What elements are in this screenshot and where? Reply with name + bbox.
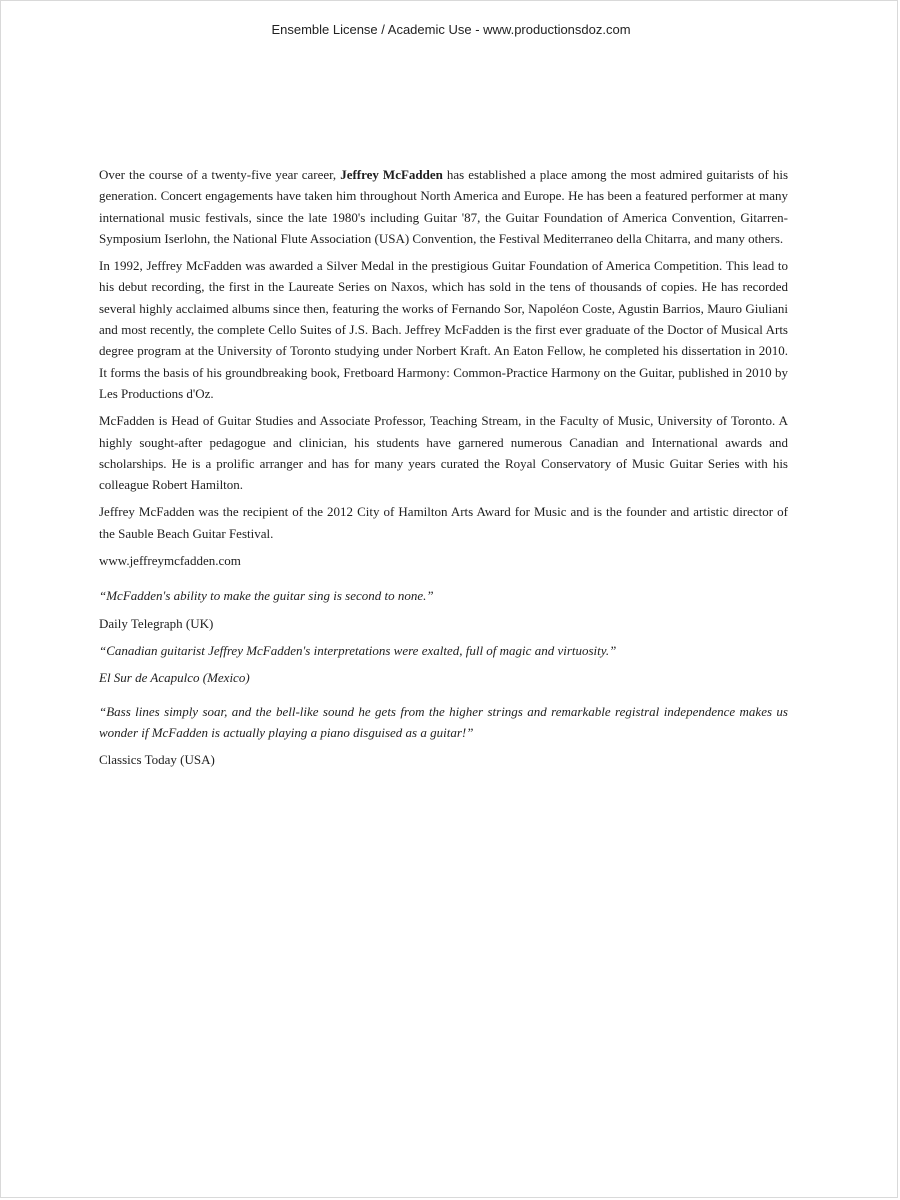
quote-2-text: “Canadian guitarist Jeffrey McFadden's interpretations were exalted, full of magic and virtuosity.” [99,642,617,658]
quote-3-source: Classics Today (USA) [99,752,215,768]
bio-paragraph-3: McFadden is Head of Guitar Studies and Associate Professor, Teaching Stream, in the Faculty of Music, University of Toronto. A highly sought-after pedagogue and clinician, his students have garnered numerous Canadian and International awards and scholarships. He is a prolific arranger and has for many years curated the Royal Conservatory of Music Guitar Series with his colleague Robert Hamilton. [99,413,788,493]
bio-paragraph-1 [99,164,788,249]
quote-2-source: El Sur de Acapulco (Mexico) [99,670,250,686]
bio-paragraph-4: Jeffrey McFadden was the recipient of the 2012 City of Hamilton Arts Award for Music and is the founder and artistic director of the Sauble Beach Guitar Festival. [99,504,788,541]
quote-3-text: “Bass lines simply soar, and the bell-like sound he gets from the higher strings and remarkable registral independence makes us wonder if McFadden is actually playing a piano disguised as a guitar!” [99,703,788,740]
quote-1-text: “McFadden's ability to make the guitar sing is second to none.” [99,588,434,604]
website-link[interactable]: www.jeffreymcfadden.com [99,553,241,569]
bio-paragraph-2: In 1992, Jeffrey McFadden was awarded a Silver Medal in the prestigious Guitar Foundation of America Competition. This lead to his debut recording, the first in the Laureate Series on Naxos, which has sold in the tens of thousands of copies. He has recorded several highly acclaimed albums since then, featuring the works of Fernando Sor, Napoléon Coste, Agustin Barrios, Mauro Giuliani and most recently, the complete Cello Suites of J.S. Bach. Jeffrey McFadden is the first ever graduate of the Doctor of Musical Arts degree program at the University of Toronto studying under Norbert Kraft. An Eaton Fellow, he completed his dissertation in 2010. It forms the basis of his groundbreaking book, Fretboard Harmony: Common-Practice Harmony on the Guitar, published in 2010 by Les Productions d'Oz. [99,258,788,401]
quote-1-source: Daily Telegraph (UK) [99,615,214,631]
biography-section [99,164,788,776]
artist-name: Jeffrey McFadden [340,167,443,182]
bio-p1-intro: Over the course of a twenty-five year career, [99,167,341,182]
bio-p1-body: has established a place among the most admired guitarists of his generation. Concert engagements have taken him throughout North America and Europe. He has been a featured performer at many international music festivals, since the late 1980's including Guitar '87, the Guitar Foundation of America Convention, Gitarren-Symposium Iserlohn, the National Flute Association (USA) Convention, the Festival Mediterraneo della Chitarra, and many others. [99,167,788,246]
license-header: Ensemble License / Academic Use - www.productionsdoz.com [271,22,631,37]
